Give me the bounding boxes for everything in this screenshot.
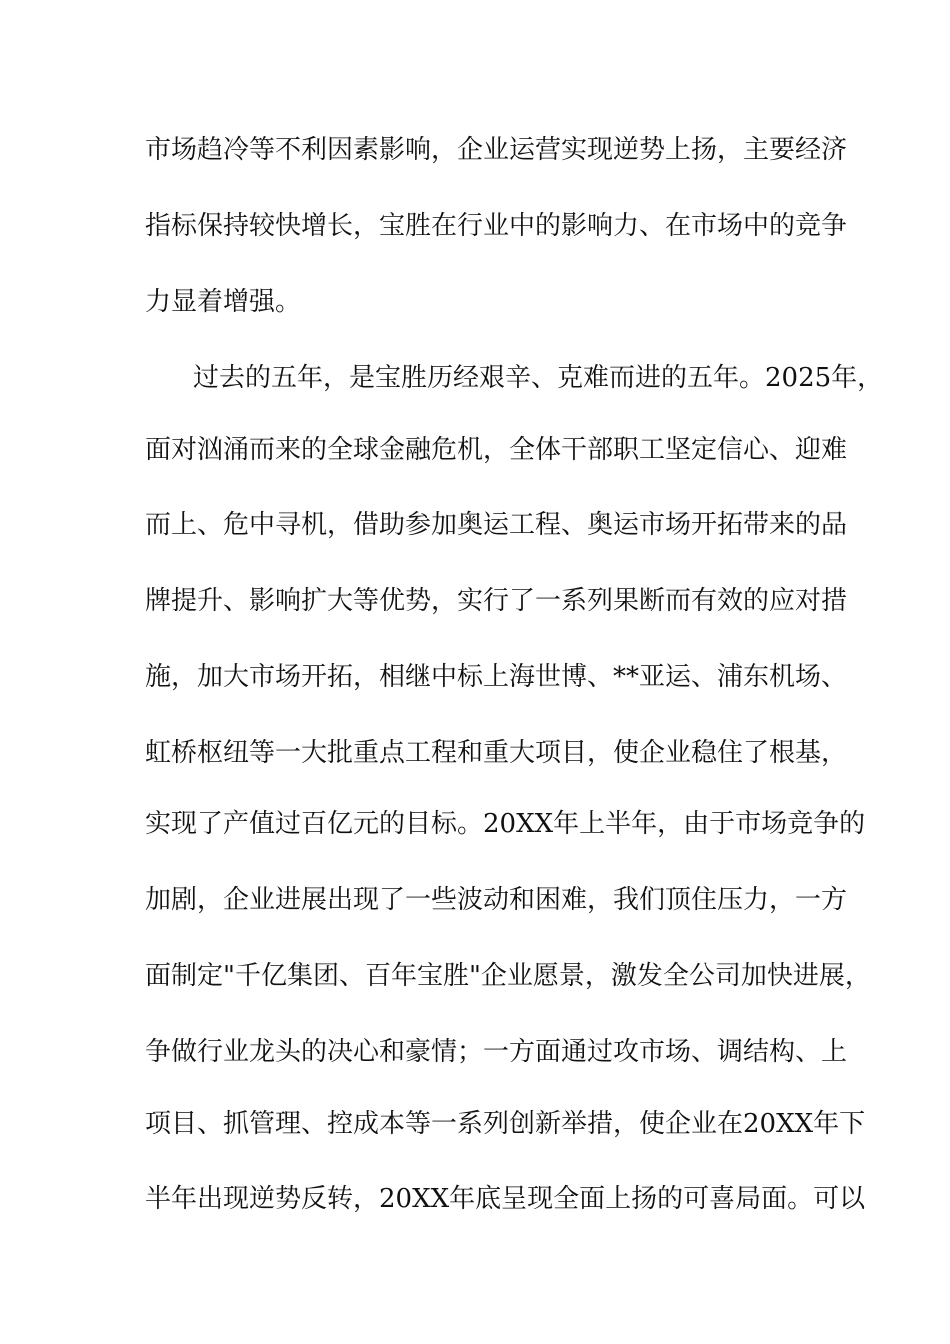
text-line-1: 市场趋冷等不利因素影响，企业运营实现逆势上扬，主要经济	[145, 135, 848, 165]
text-line-9: 虹桥枢纽等一大批重点工程和重大项目，使企业稳住了根基，	[145, 738, 848, 768]
text-line-15: 半年出现逆势反转，20XX年底呈现全面上扬的可喜局面。可以	[145, 1184, 866, 1214]
text-line-10: 实现了产值过百亿元的目标。20XX年上半年，由于市场竞争的	[145, 809, 866, 839]
text-line-4: 过去的五年，是宝胜历经艰辛、克难而进的五年。2025年，	[193, 363, 884, 393]
text-line-3: 力显着增强。	[145, 287, 302, 317]
text-line-6: 而上、危中寻机，借助参加奥运工程、奥运市场开拓带来的品	[145, 510, 848, 540]
text-line-5: 面对汹涌而来的全球金融危机，全体干部职工坚定信心、迎难	[145, 435, 848, 465]
text-line-8: 施，加大市场开拓，相继中标上海世博、**亚运、浦东机场、	[145, 662, 848, 692]
text-line-13: 争做行业龙头的决心和豪情；一方面通过攻市场、调结构、上	[145, 1037, 848, 1067]
text-line-11: 加剧，企业进展出现了一些波动和困难，我们顶住压力，一方	[145, 885, 848, 915]
text-line-14: 项目、抓管理、控成本等一系列创新举措，使企业在20XX年下	[145, 1109, 866, 1139]
text-line-7: 牌提升、影响扩大等优势，实行了一系列果断而有效的应对措	[145, 586, 848, 616]
text-line-12: 面制定"千亿集团、百年宝胜"企业愿景，激发全公司加快进展，	[145, 961, 871, 991]
text-line-2: 指标保持较快增长，宝胜在行业中的影响力、在市场中的竞争	[145, 211, 848, 241]
